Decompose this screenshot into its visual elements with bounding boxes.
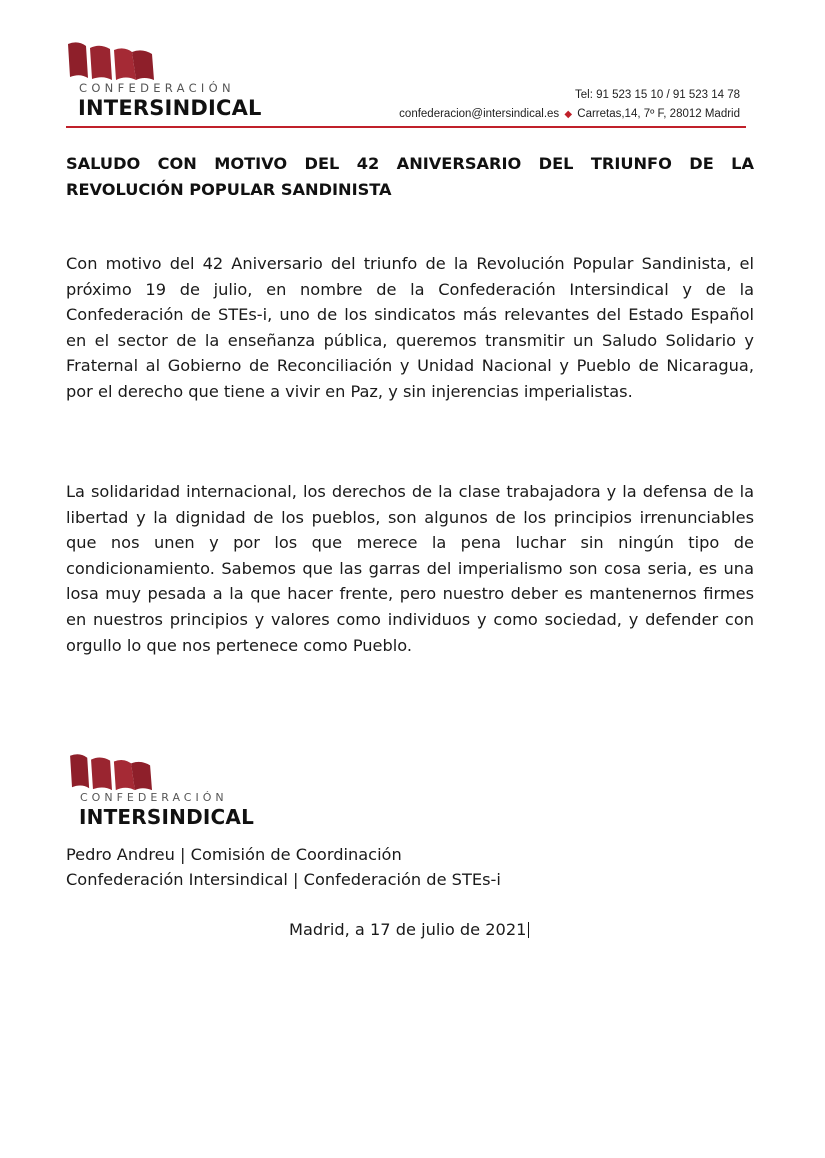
header-divider: [66, 126, 746, 128]
text-cursor: [528, 922, 529, 938]
signature-name: Pedro Andreu | Comisión de Coordinación: [66, 845, 402, 864]
contact-telephone: Tel: 91 523 15 10 / 91 523 14 78: [575, 89, 740, 101]
diamond-icon: ◆: [564, 109, 573, 120]
intersindical-logo: [66, 40, 266, 124]
contact-details: [300, 108, 740, 120]
date-text: Madrid, a 17 de julio de 2021: [289, 920, 527, 939]
body-paragraph-1: Con motivo del 42 Aniversario del triunfo de la Revolución Popular Sandinista, el próximo 19 de julio, en nombre de la Confederación Intersindical y de la Confederación de STEs-i, uno de los sindicatos más relevantes del Estado Español en el sector de la enseñanza pública, queremos transmitir un Saludo Solidario y Fraternal al Gobierno de Reconciliación y Unidad Nacional y Pueblo de Nicaragua, por el derecho que tiene a vivir en Paz, y sin injerencias imperialistas.: [66, 254, 754, 401]
document-title: SALUDO CON MOTIVO DEL 42 ANIVERSARIO DEL TRIUNFO DE LA REVOLUCIÓN POPULAR SANDINISTA: [66, 154, 754, 199]
signature-organization: Confederación Intersindical | Confederación de STEs-i: [66, 870, 501, 889]
logo-subtitle: CONFEDERACIÓN: [79, 81, 235, 95]
document-date: [289, 920, 529, 939]
contact-email: confederacion@intersindical.es: [399, 108, 560, 120]
logo-title: INTERSINDICAL: [78, 96, 262, 120]
signature-logo-title: INTERSINDICAL: [79, 805, 255, 829]
contact-address: Carretas,14, 7º F, 28012 Madrid: [577, 108, 740, 120]
logo-flags-icon: [66, 40, 158, 82]
body-paragraph-2: La solidaridad internacional, los derechos de la clase trabajadora y la defensa de la libertad y la dignidad de los pueblos, son algunos de los principios irrenunciables que nos unen y por los que merece la pena luchar sin ningún tipo de condicionamiento. Sabemos que las garras del imperialismo son cosa seria, es una losa muy pesada a la que hacer frente, pero nuestro deber es mantenernos firmes en nuestros principios y valores como individuos y como sociedad, y defender con orgullo lo que nos pertenece como Pueblo.: [66, 482, 754, 655]
signature-logo: [66, 752, 256, 834]
signature-logo-subtitle: CONFEDERACIÓN: [80, 791, 228, 804]
logo-flags-icon: [68, 752, 156, 792]
